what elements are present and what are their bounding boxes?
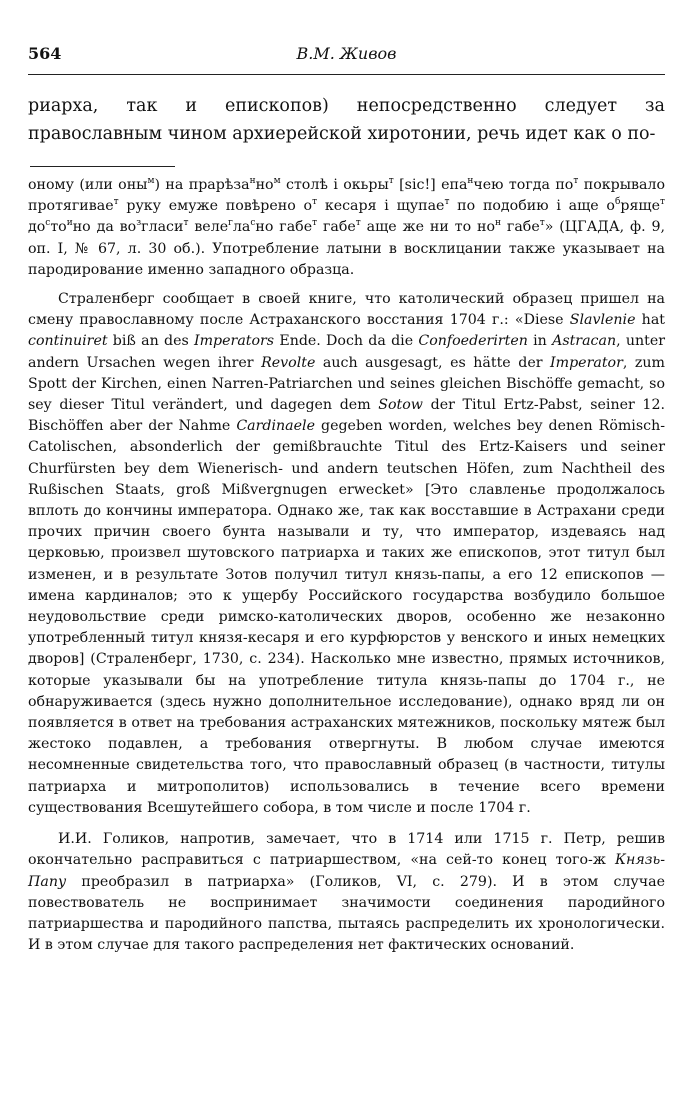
footnote-paragraph-2: Страленберг сообщает в своей книге, что католический образец пришел на смену православному после Астраханского восстания 1704 г.: «Diese Slavlenie hat continuiret biß an des Imperators Ende. Doch da die Confoederirten in Astracan, unter andern Ursachen wegen ihrer Revolte auch ausgesagt, es hätte der Imperator, zum Spott der Kirchen, einen Narren-Patriarchen und seines gleichen Bischöffe gemacht, so sey dieser Titul verändert, und dagegen dem Sotow der Titul Ertz-Pabst, seiner 12. Bischöffen aber der Nahme Cardinaele gegeben worden, welches bey denen Römisch-Catolischen, absonderlich der gemißbrauchte Titul des Ertz-Kaisers und seiner Churfürsten bey dem Wienerisch- und andern teutschen Höfen, zum Nachtheil des Rußischen Staats, groß Mißvergnugen erwecket» [Это славленье продолжалось вплоть до кончины императора. Однако же, так как восставшие в Астрахани среди прочих причин своего бунта называли и ту, что император, издеваясь над церковью, произвел шутовского патриарха и таких же епископов, этот титул был изменен, и в результате Зотов получил титул князь-папы, а его 12 епископов — имена кардиналов; это к ущербу Российского государства возбудило большое неудовольствие среди римско-католических дворов, особенно же незаконно употребленный титул князя-кесаря и его курфюрстов у венского и иных немецких дворов] (Страленберг, 1730, с. 234). Насколько мне известно, прямых источников, которые указывали бы на употребление титула князь-папы до 1704 г., не обнаруживается (здесь нужно дополнительное исследование), однако вряд ли он появляется в ответ на требования астраханских мятежников, поскольку мятеж был жестоко подавлен, а требования отвергнуты. В любом случае имеются несомненные свидетельства того, что православный образец (в частности, титулы патриарха и митрополитов) использовались в течение всего времени существования Всешутейшего собора, в том числе и после 1704 г. xyxy=(28,291,666,816)
header-rule xyxy=(28,74,665,75)
running-head xyxy=(28,40,665,70)
footnote-separator xyxy=(30,166,175,167)
footnote-paragraph-1: оному (или оны$^м$) на $прарѣза^нно^м$ столѣ і окьры$^т$ [sic!] епа$^н$чею тогда $по^т$ покрывало протягивае$^т$ руку емуже повѣрено $о^т$ кесаря і щупае$^т$ по подобию і аще $о^бряще^т$ $до^сто^ино$ да $во^згласи^т$ $веле^гла^сно$ габе$^т$ габе$^т$ аще же ни то $но^н$ габе$^т$» (ЦГАДА, ф. 9, оп. I, № 67, л. 30 об.). Употребление латыни в восклицании также указывает на пародирование именно западного образца. xyxy=(28,176,666,278)
running-head-author: В.М. Живов xyxy=(296,44,397,63)
main-text-continuation: риарха, так и епископов) непосредственно следует за православным чином архиерейской хиротонии, речь идет как о по- xyxy=(28,96,665,144)
footnote-block xyxy=(28,175,665,956)
page-number: 564 xyxy=(28,44,62,63)
footnote-paragraph-3: И.И. Голиков, напротив, замечает, что в 1714 или 1715 г. Петр, решив окончательно расправиться с патриаршеством, «на сей-то конец того-ж Князь-Папу преобразил в патриарха» (Голиков, VI, с. 279). И в этом случае повествователь не воспринимает значимости соединения пародийного патриаршества и пародийного папства, пытаясь распределить их хронологически. И в этом случае для такого распределения нет фактических оснований. xyxy=(28,831,665,954)
